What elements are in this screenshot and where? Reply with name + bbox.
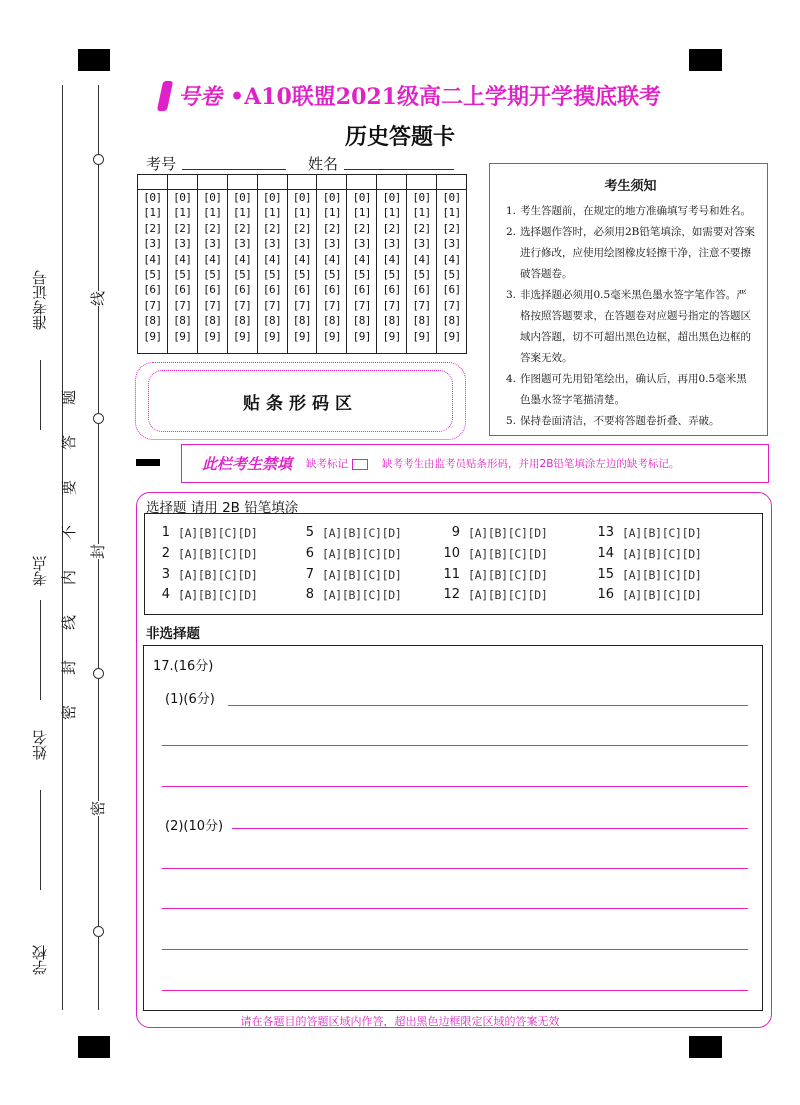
absent-note: 缺考考生由监考员贴条形码，并用2B铅笔填涂左边的缺考标记。 <box>382 458 680 470</box>
digit-bubble[interactable]: [9] <box>322 329 342 343</box>
digit-bubble[interactable]: [3] <box>203 237 222 251</box>
warn-char: 要 <box>60 479 79 496</box>
option-bubbles[interactable]: [A][B][C][D] <box>622 567 702 582</box>
notice-num: 1. <box>506 205 517 217</box>
digit-bubble[interactable]: [7] <box>143 298 162 312</box>
digit-bubble[interactable]: [6] <box>173 283 192 297</box>
grid-write-cell[interactable] <box>138 175 167 190</box>
grid-column <box>377 175 407 353</box>
digit-bubble[interactable]: [1] <box>292 206 312 220</box>
warn-char: 封 <box>60 659 79 676</box>
registration-mark-bottom-left <box>78 1036 110 1058</box>
question-number: 7 <box>305 567 314 582</box>
choice-question[interactable] <box>148 525 257 540</box>
digit-bubble[interactable]: [4] <box>412 252 431 266</box>
grid-column <box>168 175 198 353</box>
digit-bubble[interactable]: [4] <box>352 252 371 266</box>
digit-bubble[interactable]: [2] <box>203 221 222 235</box>
digit-bubble[interactable]: [9] <box>442 329 461 343</box>
digit-bubble[interactable]: [7] <box>442 298 461 312</box>
digit-bubble[interactable]: [1] <box>143 206 162 220</box>
name-field[interactable] <box>344 153 454 170</box>
digit-bubble[interactable]: [5] <box>412 267 431 281</box>
option-bubbles[interactable]: [A][B][C][D] <box>468 525 548 540</box>
notice-num: 5. <box>506 415 517 427</box>
barcode-label: 贴条形码区 <box>243 393 358 414</box>
digit-bubble[interactable]: [5] <box>322 267 342 281</box>
admission-no-text: 准考证号 <box>30 270 49 330</box>
digit-bubble[interactable]: [6] <box>203 283 222 297</box>
notice-box <box>489 163 768 436</box>
option-bubbles[interactable]: [A][B][C][D] <box>622 546 702 561</box>
question-number: 6 <box>305 546 314 561</box>
warn-char: 答 <box>60 434 79 451</box>
question-number: 4 <box>161 587 170 602</box>
digit-bubble[interactable]: [6] <box>292 283 312 297</box>
question-number: 1 <box>161 525 170 540</box>
question-number: 9 <box>451 525 460 540</box>
digit-bubble[interactable]: [9] <box>412 329 431 343</box>
notice-item <box>506 411 755 432</box>
digit-bubble[interactable]: [1] <box>382 206 401 220</box>
choice-question[interactable] <box>292 546 401 561</box>
digit-bubble[interactable]: [8] <box>143 314 162 328</box>
choice-question[interactable] <box>292 525 401 540</box>
digit-bubble[interactable]: [2] <box>232 221 252 235</box>
digit-bubble[interactable]: [6] <box>262 283 282 297</box>
absent-marker-bar <box>136 459 160 466</box>
label-exam-site <box>30 556 50 592</box>
grid-write-cell[interactable] <box>407 175 436 190</box>
digit-bubble[interactable]: [0] <box>232 191 252 204</box>
notice-text: 作图题可先用铅笔绘出，确认后，再用0.5毫米黑色墨水签字笔描清楚。 <box>520 373 747 406</box>
name-side-line <box>40 790 41 890</box>
grid-write-cell[interactable] <box>228 175 257 190</box>
grid-write-cell[interactable] <box>198 175 227 190</box>
digit-bubble[interactable]: [5] <box>382 267 401 281</box>
binding-hole-2 <box>93 413 104 424</box>
digit-bubble[interactable]: [1] <box>262 206 282 220</box>
registration-mark-bottom-right <box>689 1036 722 1058</box>
choice-question[interactable] <box>438 587 547 602</box>
choice-question[interactable] <box>292 587 401 602</box>
digit-bubble[interactable]: [9] <box>352 329 371 343</box>
answer-line[interactable] <box>162 908 748 909</box>
digit-bubble[interactable]: [2] <box>173 221 192 235</box>
answer-line[interactable] <box>228 705 748 706</box>
exam-number-grid <box>137 174 467 354</box>
q17-sub2-label: (2)(10分) <box>165 819 224 834</box>
question-number: 11 <box>443 567 460 582</box>
grid-write-cell[interactable] <box>288 175 317 190</box>
choice-question[interactable] <box>292 567 401 582</box>
warn-char: 线 <box>60 614 79 631</box>
digit-bubble[interactable]: [0] <box>412 191 431 204</box>
choice-question[interactable] <box>148 587 257 602</box>
notice-text: 考生答题前，在规定的地方准确填写考号和姓名。 <box>520 205 751 217</box>
answer-line[interactable] <box>232 828 748 829</box>
grid-write-cell[interactable] <box>437 175 466 190</box>
label-name <box>30 730 50 766</box>
digit-bubble[interactable]: [6] <box>232 283 252 297</box>
exam-title <box>160 80 700 111</box>
option-bubbles[interactable]: [A][B][C][D] <box>622 587 702 602</box>
digit-bubble[interactable]: [5] <box>352 267 371 281</box>
digit-bubble[interactable]: [5] <box>232 267 252 281</box>
grid-column <box>317 175 347 353</box>
digit-bubble[interactable]: [0] <box>292 191 312 204</box>
digit-bubble[interactable]: [3] <box>382 237 401 251</box>
digit-bubble[interactable]: [8] <box>292 314 312 328</box>
option-bubbles[interactable]: [A][B][C][D] <box>468 587 548 602</box>
answer-line[interactable] <box>162 868 748 869</box>
nonchoice-title: 非选择题 <box>146 626 200 642</box>
digit-bubble[interactable]: [2] <box>352 221 371 235</box>
digit-bubble[interactable]: [7] <box>412 298 431 312</box>
digit-bubble[interactable]: [2] <box>412 221 431 235</box>
cut-label-line: 线 <box>89 290 108 307</box>
digit-bubble[interactable]: [0] <box>322 191 342 204</box>
binding-hole-1 <box>93 154 104 165</box>
grid-write-cell[interactable] <box>377 175 406 190</box>
digit-bubble[interactable]: [9] <box>173 329 192 343</box>
digit-bubble[interactable]: [3] <box>292 237 312 251</box>
digit-bubble[interactable]: [8] <box>382 314 401 328</box>
question-number: 13 <box>597 525 614 540</box>
digit-bubble[interactable]: [1] <box>442 206 461 220</box>
digit-bubble[interactable]: [5] <box>262 267 282 281</box>
question-number: 16 <box>597 587 614 602</box>
admission-no-line <box>40 360 41 430</box>
answer-line[interactable] <box>162 949 748 950</box>
notice-num: 4. <box>506 373 517 385</box>
digit-bubble[interactable]: [4] <box>382 252 401 266</box>
exam-no-label: 考号 <box>146 155 177 173</box>
choice-title: 选择题 请用 2B 铅笔填涂 <box>146 500 299 516</box>
grid-column <box>407 175 437 353</box>
choice-question[interactable] <box>592 587 701 602</box>
digit-bubble[interactable]: [5] <box>143 267 162 281</box>
digit-bubble[interactable]: [4] <box>292 252 312 266</box>
name-label: 姓名 <box>308 155 339 173</box>
digit-bubble[interactable]: [0] <box>352 191 371 204</box>
digit-bubble[interactable]: [9] <box>262 329 282 343</box>
option-bubbles[interactable]: [A][B][C][D] <box>178 567 258 582</box>
choice-question[interactable] <box>592 567 701 582</box>
warn-char: 题 <box>60 389 79 406</box>
digit-bubble[interactable]: [1] <box>352 206 371 220</box>
name-side-text: 姓名 <box>30 730 49 760</box>
notice-text: 保持卷面清洁，不要将答题卷折叠、弄破。 <box>520 415 720 427</box>
digit-bubble[interactable]: [3] <box>352 237 371 251</box>
q17-label: 17.(16分) <box>153 659 214 674</box>
notice-text: 选择题作答时，必须用2B铅笔填涂，如需要对答案进行修改，应使用绘图橡皮轻擦干净，注意不要擦破答题卷。 <box>520 226 755 280</box>
absent-mark <box>306 456 368 471</box>
option-bubbles[interactable]: [A][B][C][D] <box>322 525 402 540</box>
option-bubbles[interactable]: [A][B][C][D] <box>178 546 258 561</box>
digit-bubble[interactable]: [4] <box>203 252 222 266</box>
digit-bubble[interactable]: [2] <box>442 221 461 235</box>
grid-write-cell[interactable] <box>317 175 346 190</box>
card-subtitle: 历史答题卡 <box>344 124 455 150</box>
grid-column <box>288 175 318 353</box>
prohibit-title: 此栏考生禁填 <box>202 455 293 473</box>
binding-hole-4 <box>93 926 104 937</box>
digit-bubble[interactable]: [8] <box>442 314 461 328</box>
notice-num: 3. <box>506 289 517 301</box>
digit-bubble[interactable]: [6] <box>442 283 461 297</box>
digit-bubble[interactable]: [1] <box>232 206 252 220</box>
grid-write-cell[interactable] <box>168 175 197 190</box>
exam-site-line <box>40 600 41 700</box>
warning-column <box>60 390 80 750</box>
logo-text: 号卷 <box>178 84 223 110</box>
notice-item <box>506 222 755 285</box>
question-number: 10 <box>443 546 460 561</box>
digit-bubble[interactable]: [0] <box>203 191 222 204</box>
answer-line[interactable] <box>162 745 748 746</box>
digit-bubble[interactable]: [7] <box>232 298 252 312</box>
grid-column <box>258 175 288 353</box>
digit-bubble[interactable]: [9] <box>203 329 222 343</box>
answer-line[interactable] <box>162 990 748 991</box>
digit-bubble[interactable]: [4] <box>322 252 342 266</box>
absent-label: 缺考标记 <box>306 458 349 470</box>
digit-bubble[interactable]: [5] <box>442 267 461 281</box>
notice-item <box>506 201 755 222</box>
digit-bubble[interactable]: [3] <box>322 237 342 251</box>
digit-bubble[interactable]: [3] <box>412 237 431 251</box>
digit-bubble[interactable]: [3] <box>143 237 162 251</box>
digit-bubble[interactable]: [6] <box>412 283 431 297</box>
digit-bubble[interactable]: [7] <box>352 298 371 312</box>
exam-site-text: 考点 <box>30 556 49 586</box>
digit-bubble[interactable]: [8] <box>173 314 192 328</box>
digit-bubble[interactable]: [6] <box>382 283 401 297</box>
question-number: 14 <box>597 546 614 561</box>
digit-bubble[interactable]: [9] <box>292 329 312 343</box>
choice-question[interactable] <box>438 546 547 561</box>
digit-bubble[interactable]: [7] <box>262 298 282 312</box>
digit-bubble[interactable]: [9] <box>143 329 162 343</box>
choice-question[interactable] <box>438 525 547 540</box>
digit-bubble[interactable]: [8] <box>203 314 222 328</box>
digit-bubble[interactable]: [2] <box>292 221 312 235</box>
digit-bubble[interactable]: [1] <box>322 206 342 220</box>
choice-question[interactable] <box>592 525 701 540</box>
digit-bubble[interactable]: [8] <box>232 314 252 328</box>
digit-bubble[interactable]: [7] <box>203 298 222 312</box>
option-bubbles[interactable]: [A][B][C][D] <box>322 546 402 561</box>
grid-column <box>437 175 466 353</box>
digit-bubble[interactable]: [0] <box>382 191 401 204</box>
question-number: 5 <box>305 525 314 540</box>
warn-char: 内 <box>60 569 79 586</box>
digit-bubble[interactable]: [7] <box>322 298 342 312</box>
q17-sub1-label: (1)(6分) <box>165 692 215 707</box>
grid-column <box>228 175 258 353</box>
cut-label-seal: 封 <box>89 543 108 560</box>
digit-bubble[interactable]: [4] <box>262 252 282 266</box>
absent-checkbox[interactable] <box>352 459 368 470</box>
digit-bubble[interactable]: [7] <box>292 298 312 312</box>
digit-bubble[interactable]: [0] <box>173 191 192 204</box>
label-school <box>30 945 50 981</box>
digit-bubble[interactable]: [6] <box>352 283 371 297</box>
exam-no-field[interactable] <box>182 153 286 170</box>
choice-question[interactable] <box>148 567 257 582</box>
digit-bubble[interactable]: [3] <box>442 237 461 251</box>
option-bubbles[interactable]: [A][B][C][D] <box>622 525 702 540</box>
digit-bubble[interactable]: [2] <box>382 221 401 235</box>
notice-item <box>506 285 755 369</box>
digit-bubble[interactable]: [5] <box>173 267 192 281</box>
digit-bubble[interactable]: [3] <box>232 237 252 251</box>
school-text: 学校 <box>30 945 49 975</box>
registration-mark-top-right <box>689 49 722 71</box>
digit-bubble[interactable]: [8] <box>412 314 431 328</box>
grid-column <box>138 175 168 353</box>
question-number: 15 <box>597 567 614 582</box>
digit-bubble[interactable]: [2] <box>262 221 282 235</box>
question-number: 3 <box>161 567 170 582</box>
label-admission-no <box>30 270 50 336</box>
grid-column <box>347 175 377 353</box>
digit-bubble[interactable]: [5] <box>292 267 312 281</box>
footer-note: 请在各题目的答题区域内作答，超出黑色边框限定区域的答案无效 <box>240 1015 560 1028</box>
digit-bubble[interactable]: [9] <box>232 329 252 343</box>
option-bubbles[interactable]: [A][B][C][D] <box>322 587 402 602</box>
digit-bubble[interactable]: [0] <box>143 191 162 204</box>
prohibit-bar <box>181 444 769 483</box>
option-bubbles[interactable]: [A][B][C][D] <box>322 567 402 582</box>
digit-bubble[interactable]: [1] <box>412 206 431 220</box>
digit-bubble[interactable]: [2] <box>322 221 342 235</box>
digit-bubble[interactable]: [8] <box>352 314 371 328</box>
option-bubbles[interactable]: [A][B][C][D] <box>468 567 548 582</box>
choice-question[interactable] <box>592 546 701 561</box>
warn-char: 不 <box>60 524 79 541</box>
digit-bubble[interactable]: [0] <box>262 191 282 204</box>
grid-write-cell[interactable] <box>258 175 287 190</box>
answer-line[interactable] <box>162 786 748 787</box>
question-number: 8 <box>305 587 314 602</box>
digit-bubble[interactable]: [4] <box>232 252 252 266</box>
option-bubbles[interactable]: [A][B][C][D] <box>178 587 258 602</box>
notice-item <box>506 369 755 411</box>
grid-write-cell[interactable] <box>347 175 376 190</box>
digit-bubble[interactable]: [9] <box>382 329 401 343</box>
option-bubbles[interactable]: [A][B][C][D] <box>468 546 548 561</box>
digit-bubble[interactable]: [5] <box>203 267 222 281</box>
digit-bubble[interactable]: [4] <box>143 252 162 266</box>
choice-question[interactable] <box>148 546 257 561</box>
registration-mark-top-left <box>78 49 110 71</box>
digit-bubble[interactable]: [0] <box>442 191 461 204</box>
digit-bubble[interactable]: [7] <box>382 298 401 312</box>
choice-question[interactable] <box>438 567 547 582</box>
exam-title-text: •A10联盟2021级高二上学期开学摸底联考 <box>230 84 661 110</box>
barcode-area <box>148 370 453 432</box>
digit-bubble[interactable]: [3] <box>262 237 282 251</box>
warn-char: 密 <box>60 704 79 721</box>
cut-label-close: 密 <box>89 800 108 817</box>
digit-bubble[interactable]: [1] <box>203 206 222 220</box>
digit-bubble[interactable]: [8] <box>322 314 342 328</box>
grid-column <box>198 175 228 353</box>
notice-num: 2. <box>506 226 517 238</box>
digit-bubble[interactable]: [6] <box>322 283 342 297</box>
logo-mark <box>157 81 173 111</box>
digit-bubble[interactable]: [4] <box>173 252 192 266</box>
notice-text: 非选择题必须用0.5毫米黑色墨水签字笔作答。严格按照答题要求，在答题卷对应题号指定的答题区域内答题，切不可超出黑色边框，超出黑色边框的答案无效。 <box>520 289 751 364</box>
option-bubbles[interactable]: [A][B][C][D] <box>178 525 258 540</box>
id-fields <box>146 153 454 174</box>
question-number: 2 <box>161 546 170 561</box>
digit-bubble[interactable]: [3] <box>173 237 192 251</box>
digit-bubble[interactable]: [1] <box>173 206 192 220</box>
digit-bubble[interactable]: [7] <box>173 298 192 312</box>
digit-bubble[interactable]: [4] <box>442 252 461 266</box>
notice-title: 考生须知 <box>604 179 657 194</box>
digit-bubble[interactable]: [6] <box>143 283 162 297</box>
binding-hole-3 <box>93 668 104 679</box>
digit-bubble[interactable]: [8] <box>262 314 282 328</box>
question-number: 12 <box>443 587 460 602</box>
digit-bubble[interactable]: [2] <box>143 221 162 235</box>
